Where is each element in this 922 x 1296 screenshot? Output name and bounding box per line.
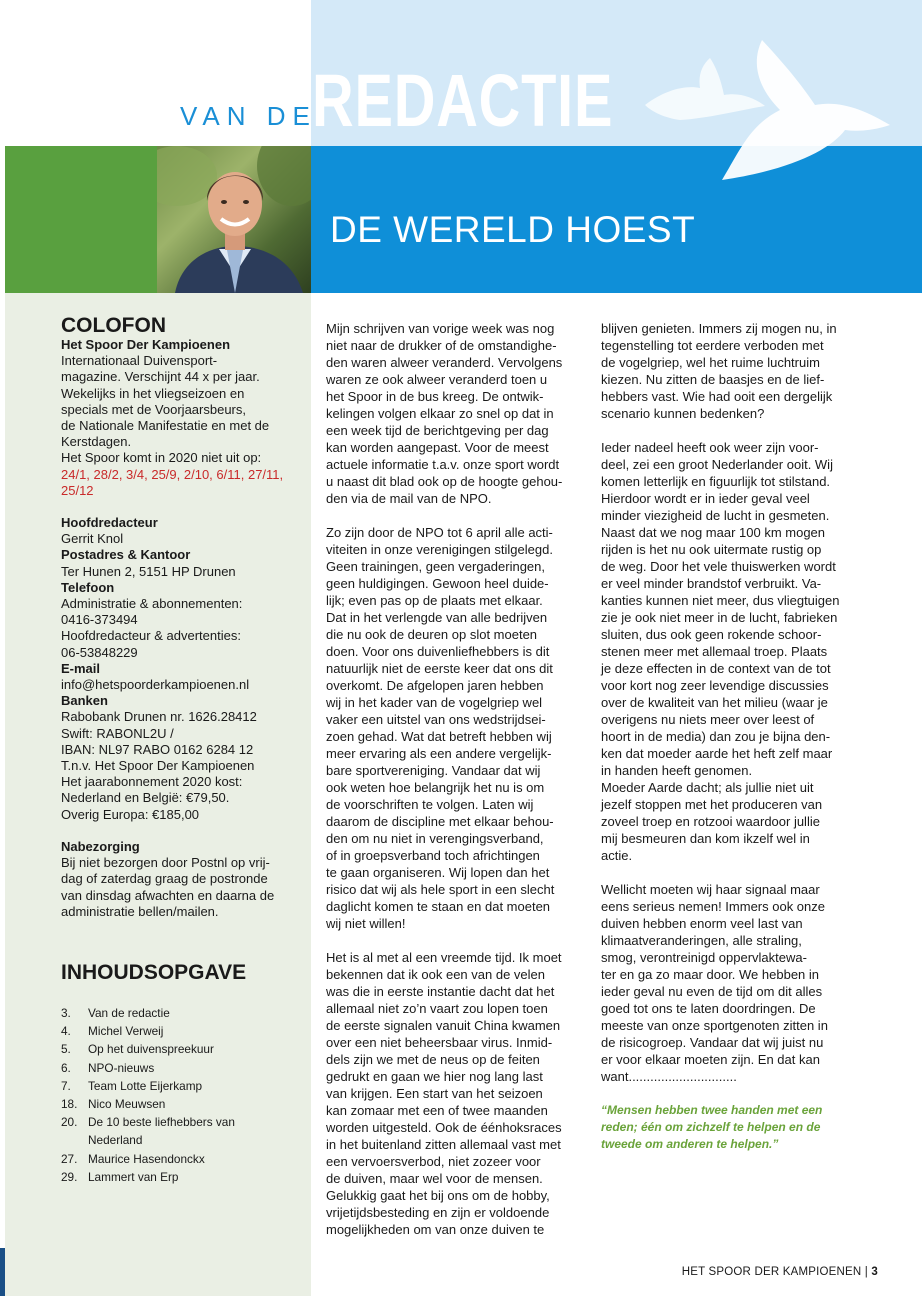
colofon-line: Internationaal Duivensport- [61,353,218,369]
left-edge-stripe [0,1248,5,1296]
colofon-line: administratie bellen/mailen. [61,903,219,919]
article-line: ieder geval nu even de tijd om dit alles [601,984,823,999]
article-line: actie. [601,848,633,863]
article-line: de vogelgriep, wel het ruime luchtruim [601,355,820,370]
toc-page-number: 5. [61,1042,71,1057]
article-line: gedrukt en gaan we hier nog lang last [326,1069,543,1084]
article-line: rijden is het nu ook uitermate rustig op [601,542,822,557]
pull-quote-line: “Mensen hebben twee handen met een [601,1103,823,1117]
colofon-line: IBAN: NL97 RABO 0162 6284 12 [61,741,254,757]
toc-title: Michel Verweij [88,1024,164,1039]
article-line: over een niet beheersbaar virus. Inmid- [326,1035,553,1050]
article-line: te gaan organiseren. Wij lopen dan het [326,865,550,880]
article-line: de weg. Door het vele thuiswerken wordt [601,559,836,574]
colofon-line: T.n.v. Het Spoor Der Kampioenen [61,758,255,774]
colofon-line: Kerstdagen. [61,434,132,450]
article-line: klimaatveranderingen, alle straling, [601,933,802,948]
article-line: u naast dit blad ook op de hoogte gehou- [326,474,563,489]
article-line: een vervoersverbod, niet zozeer voor [326,1154,541,1169]
article-line: vrijetijdsbesteding en zijn er voldoende [326,1205,550,1220]
article-line: zie je ook niet meer in de lucht, fabrieken [601,610,838,625]
article-line: kan worden aangepast. Voor de meest [326,440,549,455]
article-line: want.............................. [601,1069,737,1084]
article-line: risico dat wij als hele sport in een slecht [326,882,555,897]
colofon-line: 24/1, 28/2, 3/4, 25/9, 2/10, 6/11, 27/11, [61,466,284,482]
article-line: over de kwaliteit van het milieu (waar je [601,695,828,710]
article-line: deel, zei een groot Nederlander ooit. Wij [601,457,833,472]
colofon-line: Overig Europa: €185,00 [61,806,200,822]
colofon-line: Banken [61,693,108,709]
article-line: bare sportvereniging. Vandaar dat wij [326,763,541,778]
toc-title: Op het duivenspreekuur [88,1042,214,1057]
article-line: Wellicht moeten wij haar signaal maar [601,882,820,897]
colofon-line: E-mail [61,660,101,676]
magazine-name: HET SPOOR DER KAMPIOENEN | [681,1266,872,1278]
toc-title: Team Lotte Eijerkamp [88,1078,203,1093]
article-line [601,864,853,881]
toc-page-number: 6. [61,1060,71,1075]
colofon-line: Hoofdredacteur [61,515,158,531]
article-line: tegenstelling tot eerdere verboden met [601,338,824,353]
colofon-line: 25/12 [61,482,94,498]
article-line: hebbers vast. Wie had ooit een dergelijk [601,389,833,404]
article-line: de eerste signalen vanuit China kwamen [326,1018,561,1033]
article-line: kan zomaar met een of twee maanden [326,1103,548,1118]
article-line: viteiten in onze verenigingen stilgelegd. [326,542,553,557]
section-label-van-de: VAN DE [180,101,317,131]
table-of-contents [61,1004,301,1186]
colofon-heading: COLOFON [61,314,166,337]
article-line: kelingen volgen elkaar zo snel op dat in [326,406,554,421]
toc-item [61,1077,301,1095]
colofon-line: Administratie & abonnementen: [61,596,243,612]
colofon-line: Het Spoor Der Kampioenen [61,337,231,352]
toc-item [61,1095,301,1113]
article-column-2 [601,320,853,1153]
article-line [601,422,853,439]
toc-item [61,1040,301,1058]
toc-page-number [61,1131,88,1149]
colofon-text [61,337,301,920]
pull-quote-line: reden; één om zichzelf te helpen en de [601,1120,821,1134]
article-line [601,1085,853,1102]
section-label-redactie: REDACTIE [312,59,614,142]
green-band [5,146,157,293]
article-line: daglicht komen te staan en dat moeten [326,899,551,914]
colofon-spacer [61,823,301,839]
article-line: kanties kunnen niet meer, dus vliegtuigen [601,593,840,608]
toc-title: Maurice Hasendonckx [88,1151,205,1166]
article-line: minder viezigheid de lucht in gesmeten. [601,508,830,523]
article-line: natuurlijk niet de eerste keer dat ons dit [326,661,553,676]
article-line: in het buitenland zitten allemaal vast met [326,1137,561,1152]
toc-item [61,1059,301,1077]
toc-title: Lammert van Erp [88,1169,179,1184]
article-line: kiezen. Nu zitten de baasjes en de lief- [601,372,825,387]
article-line: ook weten hoe belangrijk het nu is om [326,780,545,795]
article-line: Het is al met al een vreemde tijd. Ik moet [326,950,562,965]
article-line: mij besmeuren dan kom ikzelf wel in [601,831,810,846]
article-line: den via de mail van de NPO. [326,491,492,506]
article-line: Geen trainingen, geen vergaderingen, [326,559,545,574]
article-line: overkomt. De afgelopen jaren hebben [326,678,544,693]
article-line: daarom de discipline met elkaar behou- [326,814,554,829]
colofon-line: Hoofdredacteur & advertenties: [61,628,241,644]
colofon-line: info@hetspoorderkampioenen.nl [61,677,250,693]
page-footer [682,1266,878,1278]
colofon-line: dag of zaterdag graag de postronde [61,871,268,887]
article-line: actuele informatie t.a.v. onze sport wordt [326,457,560,472]
article-line: voor kort nog zeer levendige discussies [601,678,829,693]
article-line: bekennen dat ik ook een van de velen [326,967,546,982]
article-line: worden uitgesteld. Ook de éénhoksraces [326,1120,562,1135]
toc-item [61,1004,301,1022]
article-line: die nu ook de deuren op slot moeten [326,627,538,642]
article-line: scenario kunnen bedenken? [601,406,765,421]
article-line: in handen heeft genomen. [601,763,753,778]
article-line: er veel minder brandstof verbruikt. Va- [601,576,822,591]
article-line: je deze effecten in de context van de tot [601,661,831,676]
colofon-line: magazine. Verschijnt 44 x per jaar. [61,369,260,385]
toc-item [61,1131,301,1149]
article-line: de duiven, maar wel voor de mensen. [326,1171,543,1186]
colofon-line: de Nationale Manifestatie en met de [61,418,270,434]
toc-item [61,1022,301,1040]
article-line: Naast dat we nog maar 100 km mogen [601,525,826,540]
colofon-line: Gerrit Knol [61,531,124,547]
toc-title: NPO-nieuws [88,1060,155,1075]
article-line: ter en ga zo maar door. We hebben in [601,967,820,982]
article-line: stenen meer met allemaal troep. Plaats [601,644,828,659]
article-line: de voorschriften te volgen. Laten wij [326,797,534,812]
page-number: 3 [871,1266,878,1278]
colofon-line: Swift: RABONL2U / [61,725,174,741]
colofon-line: Het jaarabonnement 2020 kost: [61,774,243,790]
article-line: lijk; even pas op de plaats met elkaar. [326,593,543,608]
toc-item [61,1150,301,1168]
toc-title: Nederland [88,1133,143,1148]
article-line: zoveel troep en rotzooi waardoor jullie [601,814,820,829]
article-line: komen letterlijk en figuurlijk tot stilstand. [601,474,831,489]
article-line: het Spoor in de bus kreeg. De ontwik- [326,389,544,404]
article-line: Moeder Aarde dacht; als jullie niet uit [601,780,814,795]
toc-title: Van de redactie [88,1006,170,1020]
article-line: Hierdoor wordt er in ieder geval veel [601,491,810,506]
toc-page-number: 20. [61,1115,78,1130]
colofon-line: Wekelijks in het vliegseizoen en [61,385,245,401]
article-line: Zo zijn door de NPO tot 6 april alle acti- [326,525,553,540]
article-line: waren ze ook alweer veranderd toen u [326,372,548,387]
article-line: jezelf stoppen met het produceren van [601,797,823,812]
inhoudsopgave-heading: INHOUDSOPGAVE [61,961,247,984]
colofon-line: Bij niet bezorgen door Postnl op vrij- [61,855,270,871]
toc-page-number: 18. [61,1097,78,1112]
article-line: hoort in de media) dan zou je bijna den- [601,729,831,744]
article-line: den waren alweer veranderd. Vervolgens [326,355,563,370]
toc-page-number: 4. [61,1024,71,1039]
toc-page-number: 3. [61,1006,71,1020]
article-line: Gelukkig gaat het bij ons om de hobby, [326,1188,550,1203]
article-line: of in groepsverband toch africhtingen [326,848,540,863]
article-line: niet naar de drukker of de omstandighe- [326,338,557,353]
colofon-line: 06-53848229 [61,644,138,660]
article-line: Dat in het verlengde van alle bedrijven [326,610,548,625]
article-line: mogelijkheden om van onze duiven te [326,1222,545,1237]
article-line: geen huldigingen. Gewoon heel duide- [326,576,549,591]
article-title: DE WERELD HOEST [330,209,696,250]
colofon-line: 0416-373494 [61,612,138,628]
colofon-line: Het Spoor komt in 2020 niet uit op: [61,450,262,466]
article-line: was die in eerste instantie dacht dat het [326,984,555,999]
colofon-line: Rabobank Drunen nr. 1626.28412 [61,709,257,725]
article-line: de risicogroep. Vandaar dat wij juist nu [601,1035,824,1050]
article-line: zoen gehad. Wat dat betreft hebben wij [326,729,552,744]
article-line: van krijgen. Een start van het seizoen [326,1086,543,1101]
toc-item [61,1168,301,1186]
colofon-line: specials met de Voorjaarsbeurs, [61,401,246,417]
article-column-1 [326,320,578,1238]
colofon-line: van dinsdag afwachten en daarna de [61,887,275,903]
colofon-line: Nederland en België: €79,50. [61,790,230,806]
doves-illustration [640,30,922,190]
toc-title: De 10 beste liefhebbers van [88,1115,235,1130]
editor-photo [157,146,311,293]
colofon-line: Postadres & Kantoor [61,547,191,563]
article-line: doen. Voor ons duivenliefhebbers is dit [326,644,550,659]
toc-page-number: 27. [61,1151,78,1166]
article-line: vaker een uitstel van ons wedstrijdsei- [326,712,546,727]
article-line: meeste van onze sportgenoten zitten in [601,1018,828,1033]
article-line [326,932,578,949]
article-line: smog, verontreinigd oppervlaktewa- [601,950,807,965]
article-line: goed tot ons te laten doordringen. De [601,1001,816,1016]
pull-quote-line: tweede om anderen te helpen.” [601,1137,779,1151]
toc-item [61,1113,301,1131]
article-line: ken dat moeder aarde het heft zelf maar [601,746,833,761]
article-line: wij in het kader van de vogelgriep wel [326,695,543,710]
colofon-line: Ter Hunen 2, 5151 HP Drunen [61,563,236,579]
article-line: blijven genieten. Immers zij mogen nu, in [601,321,837,336]
article-line: den om nu niet in verengingsverband, [326,831,544,846]
article-line: meer ervaring als een andere vergelijk- [326,746,552,761]
colofon-line: Telefoon [61,579,115,595]
colofon-line: Nabezorging [61,838,140,854]
colofon-spacer [61,499,301,515]
article-line: eens serieus nemen! Immers ook onze [601,899,825,914]
article-line: allemaal niet zo’n vaart zou lopen toen [326,1001,548,1016]
article-line: dels zijn we met de neus op de feiten [326,1052,540,1067]
article-line: Ieder nadeel heeft ook weer zijn voor- [601,440,819,455]
article-line: duiven hebben enorm veel last van [601,916,803,931]
toc-page-number: 7. [61,1078,71,1093]
toc-title: Nico Meuwsen [88,1097,166,1112]
article-line: wij niet willen! [326,916,406,931]
article-line: Mijn schrijven van vorige week was nog [326,321,555,336]
article-line: een week tijd de berichtgeving per dag [326,423,549,438]
article-line: overigens nu niets meer over leest of [601,712,815,727]
article-line: sluiten, dus ook geen rokende schoor- [601,627,822,642]
article-line: er voor elkaar moeten zijn. En dat kan [601,1052,820,1067]
article-line [326,507,578,524]
toc-page-number: 29. [61,1169,78,1184]
